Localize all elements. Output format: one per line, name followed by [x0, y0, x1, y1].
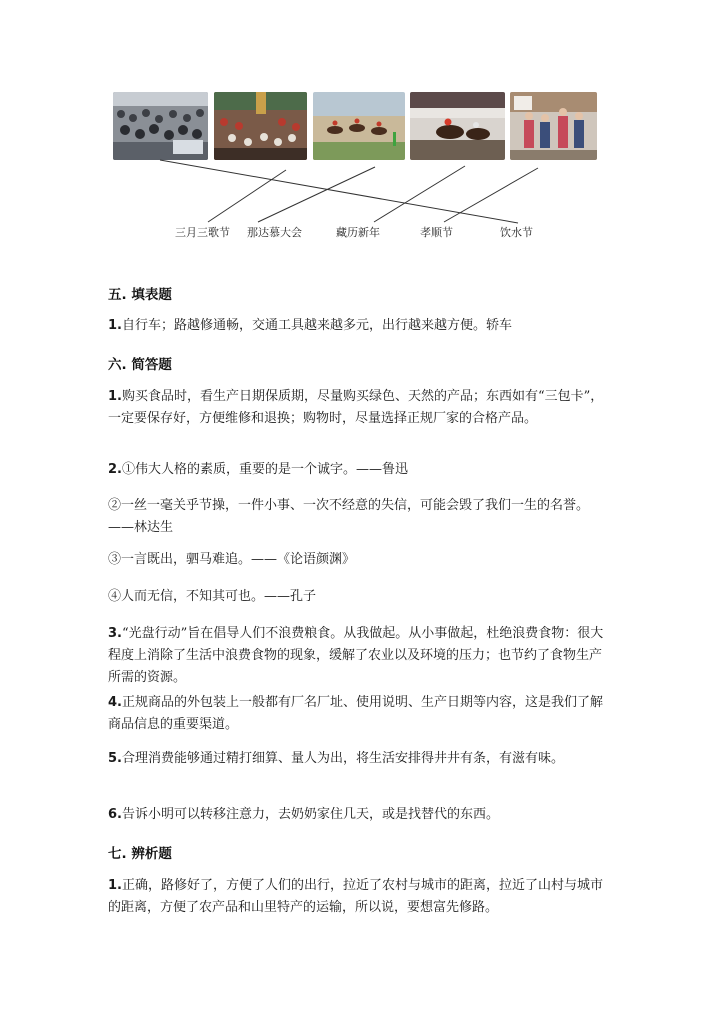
item-number: 5.	[108, 751, 122, 766]
festival-label: 三月三歌节	[175, 226, 230, 239]
item-number: 1.	[108, 389, 122, 404]
horse-race-icon	[410, 92, 505, 160]
item-number: 1.	[108, 878, 122, 893]
festival-label: 藏历新年	[336, 226, 380, 239]
answer-item	[108, 586, 608, 608]
item-text: “光盘行动”旨在倡导人们不浪费粮食。从我做起。从小事做起，杜绝浪费食物：很大程度上消除了生活中浪费食物的现象，缓解了农业以及环境的压力；也节约了食物生产所需的资源。	[108, 626, 604, 685]
item-text: 合理消费能够通过精打细算、量人为出，将生活安排得井井有条，有滋有味。	[121, 751, 564, 766]
section-title: 六. 简答题	[108, 357, 172, 373]
item-number: 1.	[108, 318, 122, 333]
answer-item	[108, 386, 608, 430]
market-icon	[510, 92, 597, 160]
festival-label: 饮水节	[500, 226, 533, 239]
dance-crowd-icon	[214, 92, 307, 160]
item-text: ④人而无信，不知其可也。——孔子	[108, 589, 317, 604]
photo-dance-crowd	[214, 92, 307, 160]
answer-item	[108, 804, 608, 826]
item-text: 正规商品的外包装上一般都有厂名厂址、使用说明、生产日期等内容，这是我们了解商品信息的重要渠道。	[108, 695, 603, 732]
crowd-icon	[113, 92, 208, 160]
item-number: 4.	[108, 695, 122, 710]
item-text: ②一丝一毫关乎节操，一件小事、一次不经意的失信，可能会毁了我们一生的名誉。——林达生	[108, 498, 590, 535]
match-line	[374, 166, 465, 222]
photo-crowd	[113, 92, 208, 160]
item-text: ①伟大人格的素质，重要的是一个诚字。——鲁迅	[121, 462, 408, 477]
match-line	[258, 167, 375, 222]
answer-item	[108, 549, 608, 571]
item-number: 3.	[108, 626, 122, 641]
section-title: 五. 填表题	[108, 287, 172, 303]
section-title: 七. 辨析题	[108, 846, 172, 862]
item-text: 正确，路修好了，方便了人们的出行，拉近了农村与城市的距离，拉近了山村与城市的距离，方便了农产品和山里特产的运输，所以说，要想富先修路。	[108, 878, 603, 915]
festival-label: 那达慕大会	[247, 226, 302, 239]
answer-item	[108, 315, 608, 337]
answer-item	[108, 459, 608, 481]
horse-race-icon	[313, 92, 405, 160]
answer-item	[108, 692, 608, 736]
item-number: 6.	[108, 807, 122, 822]
photo-horse-race-track	[410, 92, 505, 160]
answer-item	[108, 875, 608, 919]
item-number: 2.	[108, 462, 122, 477]
photo-horse-race-grassland	[313, 92, 405, 160]
answer-item	[108, 748, 608, 770]
item-text: ③一言既出，驷马难追。——《论语颜渊》	[108, 552, 356, 567]
photo-market	[510, 92, 597, 160]
match-line	[444, 168, 538, 222]
item-text: 告诉小明可以转移注意力，去奶奶家住几天，或是找替代的东西。	[121, 807, 499, 822]
answer-item	[108, 495, 608, 539]
festival-label: 孝顺节	[420, 226, 453, 239]
match-line	[208, 170, 286, 222]
item-text: 自行车；路越修通畅，交通工具越来越多元，出行越来越方便。轿车	[121, 318, 512, 333]
match-line	[160, 160, 518, 223]
answer-item	[108, 623, 608, 689]
item-text: 购买食品时，看生产日期保质期，尽量购买绿色、天然的产品；东西如有“三包卡”，一定要保存好，方便维修和退换；购物时，尽量选择正规厂家的合格产品。	[108, 389, 604, 426]
